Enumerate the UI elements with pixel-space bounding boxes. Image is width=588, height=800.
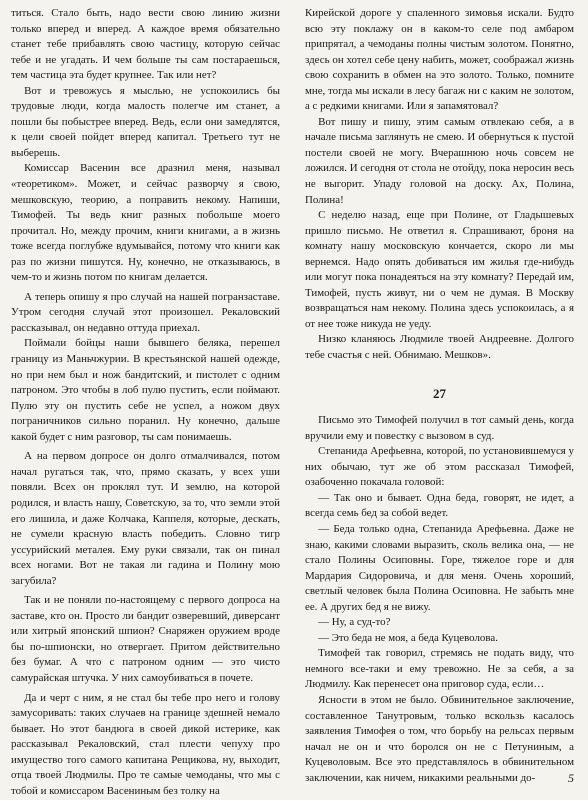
- paragraph: Кирейской дороге у спаленного зимовья искали. Будто всю эту поклажу он в каком-то селе под амбаром припрятал, а чемоданы полны чистым золотом. Понятно, здесь он хотел себе цену набить, может, соображал жизнь свою сохранить в обмен на это золото. Только, помните мне, тогда мы искали в лесу багаж ни с каким не золотом, а с редкими книгами. Или я запамятовал?: [305, 7, 574, 113]
- paragraph: Письмо это Тимофей получил в тот самый день, когда вручили ему и повестку с вызовом в суд.: [305, 414, 574, 442]
- paragraph: Тимофей так говорил, стремясь не подать виду, что немного все-таки и ему тревожно. Не за себя, а за Людмилу. Как перенесет она приговор суда, если…: [305, 647, 574, 691]
- paragraph: Ясности в этом не было. Обвинительное заключение, составленное Танутровым, только вскользь касалось заявления Тимофея о том, что борьбу на рельсах первым начал не он и что боролся он не с Петуниным, а Куцеволовым. Все это представлялось в обвинительном заключении, как ничем, никакими реальными до-: [305, 693, 574, 784]
- left-column: [11, 6, 280, 799]
- paragraph: титься. Стало быть, надо вести свою линию жизни только вперед и вперед. А каждое время обязательно станет тебе прибавлять свою частицу, которую сейчас тебе и не угадать. И чем больше ты сам постараешься, тем частица эта будет крупнее. Так или нет?: [11, 7, 280, 82]
- paragraph: С неделю назад, еще при Полине, от Гладышевых пришло письмо. Не ответил я. Спрашивают, броня на комнату нашу московскую кончается, скоро ли мы вернемся. Надо опять добиваться им жилья где-нибудь или могут пока понадеяться на эту комнату? Передай им, Тимофей, пусть живут, ни о чем не думая. В Москву возвращаться нам некому. Полина здесь успокоилась, а я от нее тоже никуда не уеду.: [305, 209, 574, 330]
- paragraph: Так и не поняли по-настоящему с первого допроса на заставе, кто он. Просто ли бандит озверевший, диверсант или хитрый японский шпион? Снаряжен оружием вроде бы по-шпионски, но отвергает. Притом действительно без бумаг. А что с патроном одним — это чисто самурайская штучка. У них самоубиваться в почете.: [11, 594, 280, 684]
- paragraph: Вот пишу и пишу, этим самым отвлекаю себя, а в начале письма заглянуть не смею. И обернуться к пустой постели своей не могу. Вчерашнюю ночь совсем не ложился. И сегодня от стола не отойду, пока неросин весь не выгорит. Упаду головой на доску. Ах, Полина, Полина!: [305, 115, 574, 206]
- page-number: 5: [568, 771, 574, 785]
- paragraph: Вот и тревожусь я мыслью, не успокоились бы трудовые люди, когда малость полегче им станет, а пошли бы побыстрее вперед. Ведь, если они замедлятся, к цели своей пойдет вперед капитал. Третьего тут не выберешь.: [11, 84, 280, 159]
- paragraph: — Это беда не моя, а беда Куцеволова.: [318, 631, 498, 644]
- paragraph: Степанида Арефьевна, которой, по установившемуся у них обычаю, тут же об этом рассказал Тимофей, озабоченно покачала головой:: [305, 445, 574, 489]
- paragraph: — Беда только одна, Степанида Арефьевна. Даже не знаю, какими словами выразить, сколь велика она, — не стало Полины Осиповны. Горе, тяжелое горе и для Мардария Сидоровича, и для меня. Очень хороший, светлый человек была Полина Осиповна. Не забыть мне ее. А другиx бед я не вижу.: [305, 522, 574, 613]
- paragraph: — Ну, а суд-то?: [318, 616, 391, 629]
- paragraph: — Так оно и бывает. Одна беда, говорят, не идет, а всегда семь бед за собой ведет.: [305, 491, 574, 520]
- paragraph: А теперь опишу я про случай на нашей погранзаставе. Утром сегодня случай этот произошел. Рекаловский рассказывал, он недавно оттуда приехал.: [11, 290, 280, 334]
- paragraph: Да и черт с ним, я не стал бы тебе про него и голову замусоривать: таких случаев на границе здешней немало бывает. Но этот бандюга в своей дикой истерике, как рассказывал Рекаловский, стал плести чепуху про имущество того самого капитана Рещикова, ну, выходит, отца твоей Людмилы. Про те самые чемоданы, что мы с тобой и комиссаром Васениным без толку на: [11, 691, 280, 797]
- paragraph: А на первом допросе он долго отмалчивался, потом начал ругаться так, что, прямо сказать, у всех уши повяли. Всех он проклял тут. И землю, на которой родился, и власть нашу, Советскую, за то, что земли этой его лишила, и даже Колчака, Каппеля, которые, дескать, не сумели красную власть победить. Словно тигр уссурийский металея. Ему руки связали, так он пинал всех ногами. Вот не такая ли гадина и Полину мою загубила?: [11, 450, 280, 587]
- paragraph: Комиссар Васенин все дразнил меня, называл «теоретиком». Может, и сейчас разворчу я свою, мешковскую, теорию, а поправить некому. Напиши, Тимофей. Ты ведь книг разных побольше моего прочитал. Но, между прочим, книги книгами, а в жизнь тоже всегда поглубже вдумывайся, потому что книги как раз по жизни пишутся. Ну, конечно, не отказываюсь, в чем-то и жизнь потом по книгам делается.: [11, 162, 280, 284]
- right-column: [305, 6, 574, 786]
- chapter-number: 27: [433, 385, 446, 401]
- paragraph: Поймали бойцы наши бывшего беляка, перешел границу из Маньчжурии. В крестьянской нашей одежде, но при нем был и нож бандитский, и пистолет с одним патроном. Это чтобы в лоб пулю пустить, если поймают. Пулю эту он пустить себе не успел, а ножом двух пограничников сильно поранил. Ну конечно, дальше какой будет с ним разговор, ты сам понимаешь.: [11, 337, 280, 443]
- paragraph: Низко кланяюсь Людмиле твоей Андреевне. Долгого тебе счастья с ней. Обнимаю. Мешков».: [305, 333, 574, 362]
